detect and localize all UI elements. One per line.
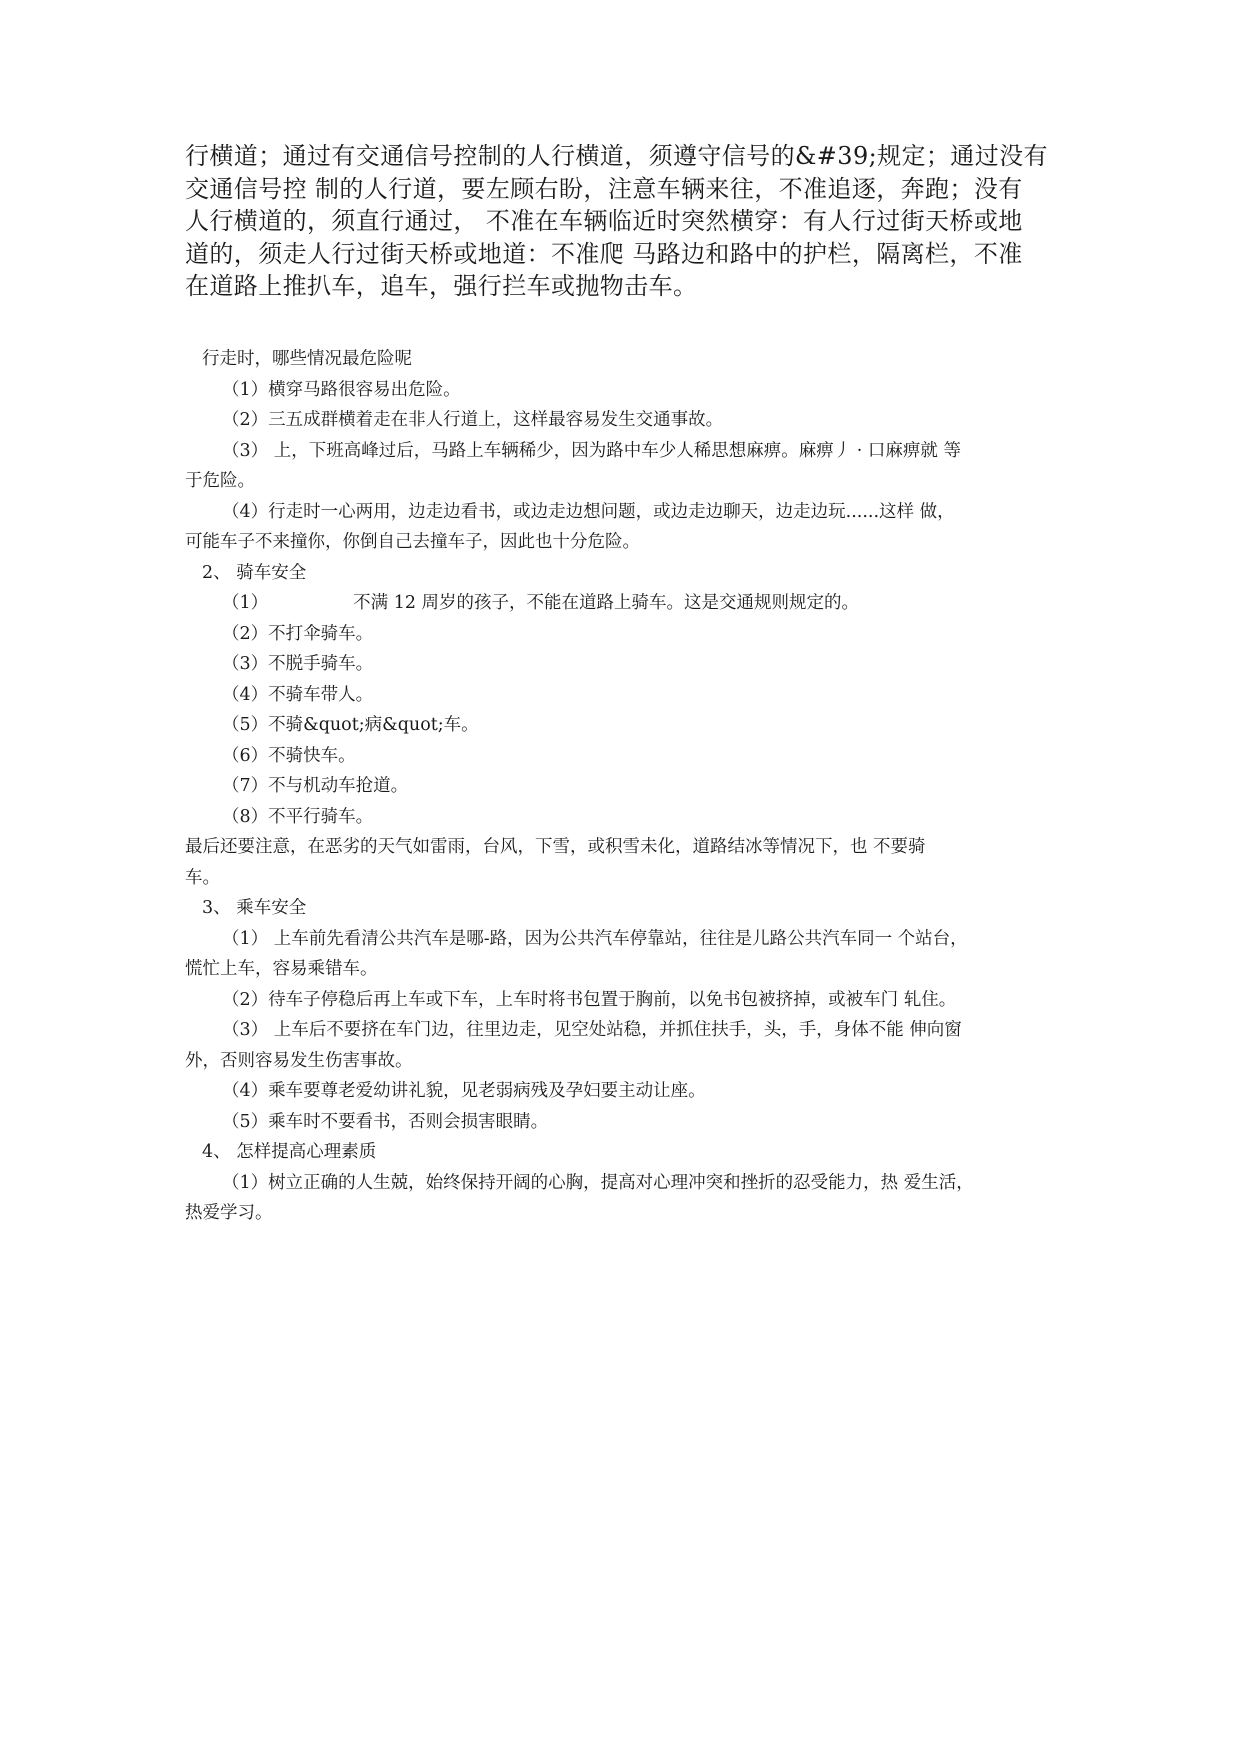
intro-line: 行横道；通过有交通信号控制的人行横道，须遵守信号的&#39;规定；通过没有 [185, 142, 1048, 170]
intro-line: 人行横道的，须直行通过， 不准在车辆临近时突然横穿：有人行过街天桥或地 [185, 207, 1023, 235]
psychology-item: （1）树立正确的人生兢，始终保持开阔的心胸，提高对心理冲突和挫折的忍受能力，热 爱生活， [222, 1172, 974, 1193]
cycling-item: （8）不平行骑车。 [222, 806, 374, 827]
riding-item-continuation: 外，否则容易发生伤害事故。 [185, 1050, 413, 1071]
cycling-item: （2）不打伞骑车。 [222, 623, 374, 644]
cycling-item: （4）不骑车带人。 [222, 684, 374, 705]
riding-item: （2）待车子停稳后再上车或下车，上车时将书包置于胸前，以免书包被挤掉，或被车门 轧住。 [222, 989, 957, 1010]
cycling-note-continuation: 车。 [185, 867, 220, 888]
walking-item: （1）横穿马路很容易出危险。 [222, 379, 461, 400]
walking-item: （4）行走时一心两用，边走边看书，或边走边想问题，或边走边聊天，边走边玩......这样 做， [222, 501, 955, 522]
riding-item: （4）乘车要尊老爱幼讲礼貌，见老弱病残及孕妇要主动让座。 [222, 1081, 706, 1101]
intro-line: 在道路上推扒车，追车，强行拦车或抛物击车。 [185, 272, 698, 300]
riding-item: （1） 上车前先看清公共汽车是哪-路，因为公共汽车停靠站，往往是儿路公共汽车同一 个站台， [222, 928, 968, 949]
riding-item: （3） 上车后不要挤在车门边，往里边走，见空处站稳，并抓住扶手，头，手，身体不能 伸向窗 [222, 1020, 962, 1040]
cycling-item-number: （1） [222, 593, 269, 613]
document-body [185, 344, 1065, 1229]
walking-item-continuation: 可能车子不来撞你，你倒自己去撞车子，因此也十分危险。 [185, 532, 640, 552]
walking-item: （2）三五成群横着走在非人行道上，这样最容易发生交通事故。 [222, 410, 724, 430]
walking-heading: 行走时，哪些情况最危险呢 [202, 349, 412, 369]
cycling-item: （6）不骑快车。 [222, 745, 356, 766]
cycling-item: （3）不脱手骑车。 [222, 654, 374, 674]
cycling-note: 最后还要注意，在恶劣的天气如雷雨，台风，下雪，或积雪未化，道路结冰等情况下，也 不要骑 [185, 837, 926, 857]
riding-item: （5）乘车时不要看书，否则会损害眼睛。 [222, 1111, 549, 1132]
cycling-item [185, 588, 1065, 619]
intro-paragraph [185, 140, 1065, 303]
intro-line: 道的，须走人行过街天桥或地道：不准爬 马路边和路中的护栏，隔离栏，不准 [185, 239, 1023, 268]
cycling-item-text: 不满 12 周岁的孩子，不能在道路上骑车。这是交通规则规定的。 [353, 593, 860, 613]
riding-item-continuation: 慌忙上车，容易乘错车。 [185, 959, 378, 979]
psychology-heading: 4、 怎样提高心理素质 [202, 1142, 377, 1162]
cycling-heading: 2、 骑车安全 [202, 562, 307, 583]
intro-line: 交通信号控 制的人行道，要左顾右盼，注意车辆来往，不准追逐，奔跑；没有 [185, 174, 1023, 203]
walking-item: （3） 上，下班高峰过后，马路上车辆稀少，因为路中车少人稀思想麻痹。麻痹丿 · 口麻痹就 等 [222, 440, 961, 461]
walking-item-continuation: 于危险。 [185, 471, 255, 491]
cycling-item: （7）不与机动车抢道。 [222, 776, 409, 796]
cycling-item: （5）不骑&quot;病&quot;车。 [222, 715, 479, 735]
riding-heading: 3、 乘车安全 [202, 898, 307, 918]
psychology-item-continuation: 热爱学习。 [185, 1203, 273, 1223]
